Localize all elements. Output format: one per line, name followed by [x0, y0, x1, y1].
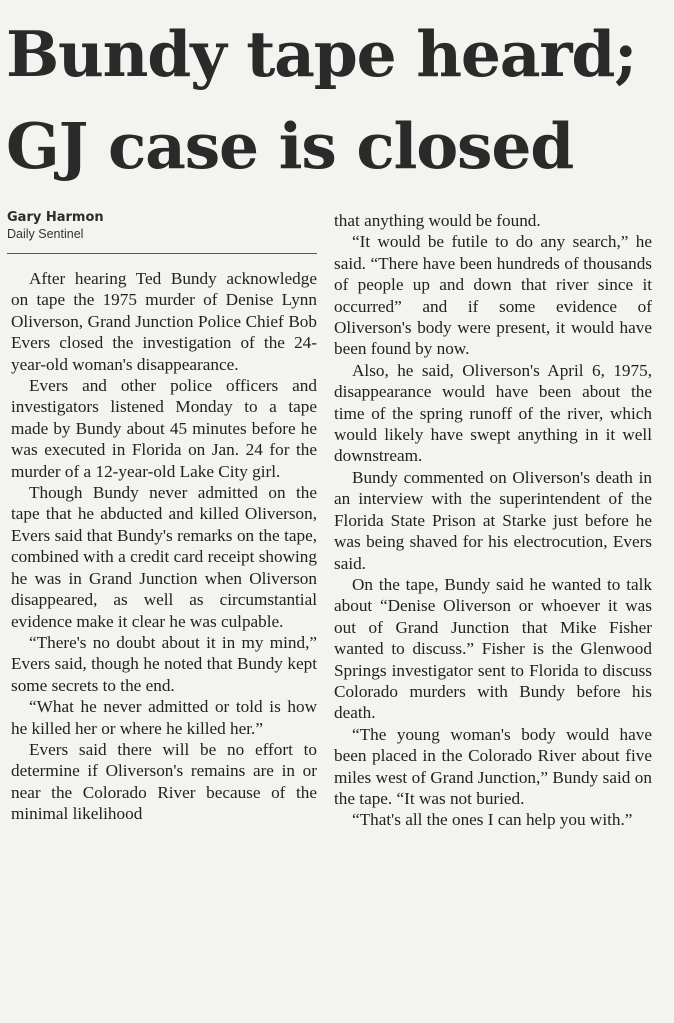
paragraph: “The young woman's body would have been placed in the Colorado River about five miles west of Grand Junction,” Bundy said on the tape. “It was not buried. — [334, 724, 652, 808]
paragraph: Also, he said, Oliverson's April 6, 1975, disappearance would have been about the time of the spring runoff of the river, which would likely have swept anything in it well downstream. — [334, 360, 652, 466]
byline-divider — [7, 253, 317, 254]
paragraph: On the tape, Bundy said he wanted to talk about “Denise Oliverson or whoever it was out of Grand Junction that Mike Fisher wanted to discuss.” Fisher is the Glenwood Springs investigator sent to Florida to discuss Colorado murders with Bundy before his death. — [334, 574, 652, 723]
article-column-1 — [11, 268, 317, 825]
byline-source: Daily Sentinel — [7, 227, 84, 241]
byline — [7, 210, 317, 242]
paragraph-continued: that anything would be found. — [334, 211, 541, 230]
paragraph: “What he never admitted or told is how he killed her or where he killed her.” — [11, 697, 317, 738]
headline-line-1: Bundy tape heard; — [6, 17, 637, 91]
paragraph: Bundy commented on Oliverson's death in an interview with the superintendent of the Florida State Prison at Starke just before he was being shaved for his electrocution, Evers said. — [334, 467, 652, 573]
paragraph: Though Bundy never admitted on the tape that he abducted and killed Oliverson, Evers said that Bundy's remarks on the tape, combined with a credit card receipt showing he was in Grand Junction when Oliverson disappeared, as well as circumstantial evidence make it clear he was culpable. — [11, 483, 317, 631]
paragraph: Evers said there will be no effort to determine if Oliverson's remains are in or near the Colorado River because of the minimal likelihood — [11, 739, 317, 824]
paragraph: Evers and other police officers and investigators listened Monday to a tape made by Bundy about 45 minutes before he was executed in Florida on Jan. 24 for the murder of a 12-year-old Lake City girl. — [11, 376, 317, 481]
paragraph: “It would be futile to do any search,” he said. “There have been hundreds of thousands of people up and down that river since it occurred” and if some evidence of Oliverson's body were present, it would have been found by now. — [334, 232, 652, 359]
article-column-2 — [334, 210, 652, 831]
paragraph: After hearing Ted Bundy acknowledge on tape the 1975 murder of Denise Lynn Oliverson, Grand Junction Police Chief Bob Evers closed the investigation of the 24-year-old woman's disappearance. — [11, 269, 317, 374]
paragraph: “There's no doubt about it in my mind,” Evers said, though he noted that Bundy kept some secrets to the end. — [11, 632, 317, 695]
headline-line-2: GJ case is closed — [6, 109, 574, 183]
paragraph: “That's all the ones I can help you with.” — [352, 810, 633, 830]
headline — [6, 8, 670, 192]
byline-author: Gary Harmon — [7, 210, 104, 225]
